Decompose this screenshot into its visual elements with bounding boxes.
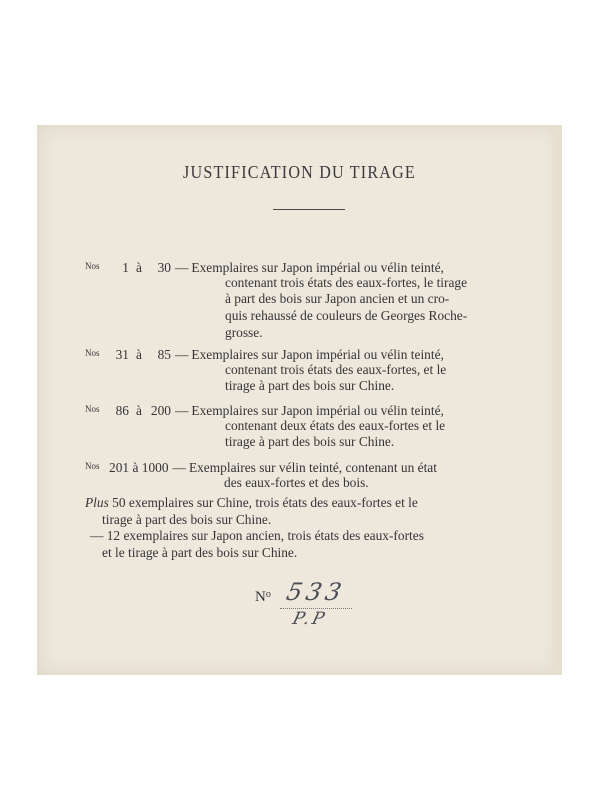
entry-line: Exemplaires sur Japon impérial ou vélin teinté, xyxy=(191,260,444,275)
entry-line: Exemplaires sur Japon impérial ou vélin teinté, xyxy=(191,403,444,418)
numbers-abbrev: Nos xyxy=(85,404,100,414)
page-title: JUSTIFICATION DU TIRAGE xyxy=(183,162,416,182)
edition-entry xyxy=(85,458,437,491)
handwritten-copy-number: 533 xyxy=(284,578,348,606)
entry-line: contenant trois états des eaux-fortes, le tirage xyxy=(225,274,468,290)
range-a: à xyxy=(132,460,139,475)
range-to: 200 xyxy=(150,403,171,418)
range-from: 86 xyxy=(115,403,129,418)
em-dash: — xyxy=(172,460,186,475)
entry-line: Exemplaires sur Japon impérial ou vélin teinté, xyxy=(191,347,444,362)
entry-line: Exemplaires sur vélin teinté, contenant un état xyxy=(188,460,437,475)
plus-line: — 12 exemplaires sur Japon ancien, trois états des eaux-fortes xyxy=(90,528,424,544)
numbers-abbrev: Nos xyxy=(85,348,100,358)
numbers-abbrev: Nos xyxy=(85,461,100,471)
plus-word: Plus xyxy=(85,495,109,510)
entry-line: contenant trois états des eaux-fortes, et le xyxy=(225,361,447,377)
range-to: 85 xyxy=(157,347,171,362)
edition-entry xyxy=(85,345,446,395)
plus-line: tirage à part des bois sur Chine. xyxy=(102,511,272,527)
edition-entry xyxy=(85,401,445,451)
handwritten-initials: P.P xyxy=(290,609,330,629)
range-from: 201 xyxy=(109,460,130,475)
range-a: à xyxy=(136,403,142,418)
plus-line: et le tirage à part des bois sur Chine. xyxy=(102,545,298,561)
title-rule xyxy=(273,209,345,210)
range-a: à xyxy=(136,260,142,275)
page-edge-shadow xyxy=(548,125,562,675)
em-dash: — xyxy=(175,347,189,362)
copy-number-o: o xyxy=(265,589,271,600)
numbers-abbrev: Nos xyxy=(85,261,100,271)
plus-line: 50 exemplaires sur Chine, trois états des eaux-fortes et le xyxy=(112,495,418,510)
em-dash: — xyxy=(175,260,189,275)
entry-line: contenant deux états des eaux-fortes et le xyxy=(225,417,446,433)
edition-entry xyxy=(85,258,467,341)
entry-line: des eaux-fortes et des bois. xyxy=(224,474,369,490)
entry-line: tirage à part des bois sur Chine. xyxy=(225,378,395,394)
range-from: 31 xyxy=(115,347,129,362)
additional-copies xyxy=(85,495,424,562)
range-from: 1 xyxy=(122,260,129,275)
em-dash: — xyxy=(175,403,189,418)
page-sheet xyxy=(37,125,562,675)
entry-line: quis rehaussé de couleurs de Georges Roche- xyxy=(225,308,468,324)
copy-number-n: N xyxy=(255,589,266,605)
range-to: 30 xyxy=(157,260,171,275)
copy-number-label xyxy=(255,589,271,606)
entry-line: tirage à part des bois sur Chine. xyxy=(225,434,395,450)
entry-line: à part des bois sur Japon ancien et un cro- xyxy=(225,291,450,307)
range-a: à xyxy=(136,347,142,362)
entry-line: grosse. xyxy=(225,324,263,340)
range-to: 1000 xyxy=(141,460,169,475)
